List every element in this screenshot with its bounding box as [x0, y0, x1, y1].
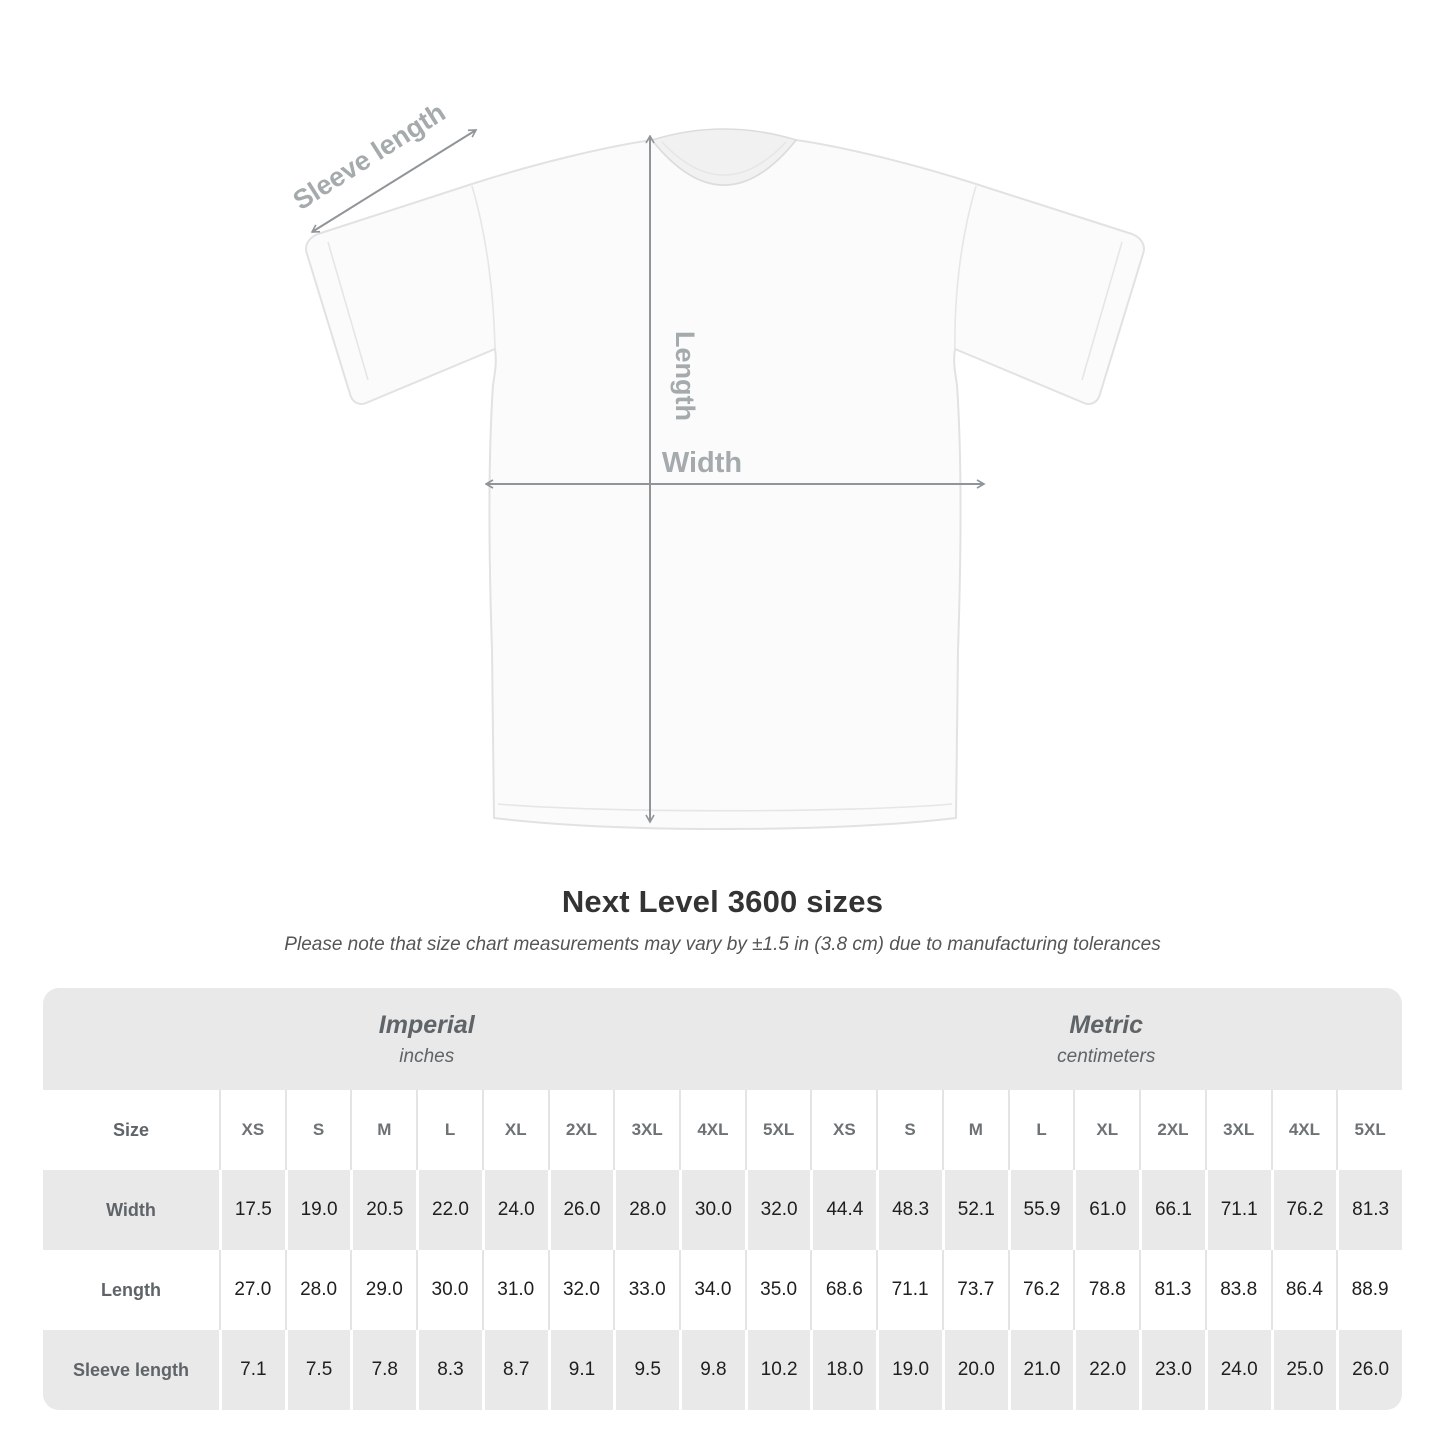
row-label-sleeve-length: Sleeve length [43, 1330, 219, 1410]
size-chart-title: Next Level 3600 sizes [561, 884, 884, 919]
value-cell: 9.1 [548, 1330, 614, 1410]
value-cell: 25.0 [1271, 1330, 1337, 1410]
value-cell: 21.0 [1008, 1330, 1074, 1410]
length-label: Length [670, 331, 700, 421]
size-header-cell: XS [810, 1090, 876, 1170]
value-cell: 19.0 [876, 1330, 942, 1410]
value-cell: 31.0 [482, 1250, 548, 1330]
size-header-cell: S [285, 1090, 351, 1170]
tolerance-note: Please note that size chart measurements may vary by ±1.5 in (3.8 cm) due to manufacturing tolerances [284, 934, 1161, 955]
size-header-cell: 2XL [1139, 1090, 1205, 1170]
value-cell: 32.0 [745, 1170, 811, 1250]
size-header-cell: L [1008, 1090, 1074, 1170]
value-cell: 20.0 [942, 1330, 1008, 1410]
size-header-cell: M [942, 1090, 1008, 1170]
value-cell: 8.3 [416, 1330, 482, 1410]
size-header-cell: XL [482, 1090, 548, 1170]
value-cell: 22.0 [1073, 1330, 1139, 1410]
imperial-header [43, 988, 810, 1090]
value-cell: 30.0 [679, 1170, 745, 1250]
tshirt-silhouette [306, 129, 1144, 829]
value-cell: 7.1 [219, 1330, 285, 1410]
size-header-cell: M [350, 1090, 416, 1170]
metric-header-unit: centimeters [1057, 1045, 1156, 1067]
size-header-cell: S [876, 1090, 942, 1170]
value-cell: 19.0 [285, 1170, 351, 1250]
value-cell: 26.0 [1336, 1330, 1402, 1410]
size-header-cell: 4XL [679, 1090, 745, 1170]
size-header-cell: 2XL [548, 1090, 614, 1170]
value-cell: 81.3 [1139, 1250, 1205, 1330]
value-cell: 86.4 [1271, 1250, 1337, 1330]
value-cell: 44.4 [810, 1170, 876, 1250]
row-label-length: Length [43, 1250, 219, 1330]
value-cell: 10.2 [745, 1330, 811, 1410]
value-cell: 18.0 [810, 1330, 876, 1410]
value-cell: 66.1 [1139, 1170, 1205, 1250]
value-cell: 48.3 [876, 1170, 942, 1250]
value-cell: 7.8 [350, 1330, 416, 1410]
value-cell: 34.0 [679, 1250, 745, 1330]
size-header-cell: XS [219, 1090, 285, 1170]
value-cell: 52.1 [942, 1170, 1008, 1250]
value-cell: 17.5 [219, 1170, 285, 1250]
value-cell: 24.0 [1205, 1330, 1271, 1410]
value-cell: 9.5 [613, 1330, 679, 1410]
metric-header [810, 988, 1402, 1090]
value-cell: 32.0 [548, 1250, 614, 1330]
value-cell: 23.0 [1139, 1330, 1205, 1410]
value-cell: 71.1 [1205, 1170, 1271, 1250]
size-header-cell: 3XL [613, 1090, 679, 1170]
value-cell: 7.5 [285, 1330, 351, 1410]
value-cell: 26.0 [548, 1170, 614, 1250]
value-cell: 27.0 [219, 1250, 285, 1330]
value-cell: 71.1 [876, 1250, 942, 1330]
value-cell: 81.3 [1336, 1170, 1402, 1250]
size-table [43, 988, 1402, 1410]
value-cell: 28.0 [613, 1170, 679, 1250]
size-header-cell: 3XL [1205, 1090, 1271, 1170]
value-cell: 33.0 [613, 1250, 679, 1330]
metric-header-title: Metric [1069, 1010, 1144, 1039]
value-cell: 28.0 [285, 1250, 351, 1330]
imperial-header-unit: inches [399, 1045, 455, 1067]
size-header-cell: L [416, 1090, 482, 1170]
value-cell: 68.6 [810, 1250, 876, 1330]
value-cell: 73.7 [942, 1250, 1008, 1330]
size-column-label: Size [43, 1090, 219, 1170]
value-cell: 55.9 [1008, 1170, 1074, 1250]
value-cell: 29.0 [350, 1250, 416, 1330]
value-cell: 20.5 [350, 1170, 416, 1250]
sleeve-length-label: Sleeve length [287, 96, 451, 216]
value-cell: 35.0 [745, 1250, 811, 1330]
imperial-header-title: Imperial [378, 1010, 475, 1039]
row-label-width: Width [43, 1170, 219, 1250]
value-cell: 24.0 [482, 1170, 548, 1250]
size-header-cell: 5XL [745, 1090, 811, 1170]
width-label: Width [661, 447, 743, 479]
value-cell: 61.0 [1073, 1170, 1139, 1250]
value-cell: 88.9 [1336, 1250, 1402, 1330]
value-cell: 9.8 [679, 1330, 745, 1410]
value-cell: 76.2 [1008, 1250, 1074, 1330]
value-cell: 8.7 [482, 1330, 548, 1410]
size-header-cell: 4XL [1271, 1090, 1337, 1170]
value-cell: 83.8 [1205, 1250, 1271, 1330]
value-cell: 78.8 [1073, 1250, 1139, 1330]
value-cell: 30.0 [416, 1250, 482, 1330]
value-cell: 76.2 [1271, 1170, 1337, 1250]
size-header-cell: 5XL [1336, 1090, 1402, 1170]
value-cell: 22.0 [416, 1170, 482, 1250]
size-header-cell: XL [1073, 1090, 1139, 1170]
